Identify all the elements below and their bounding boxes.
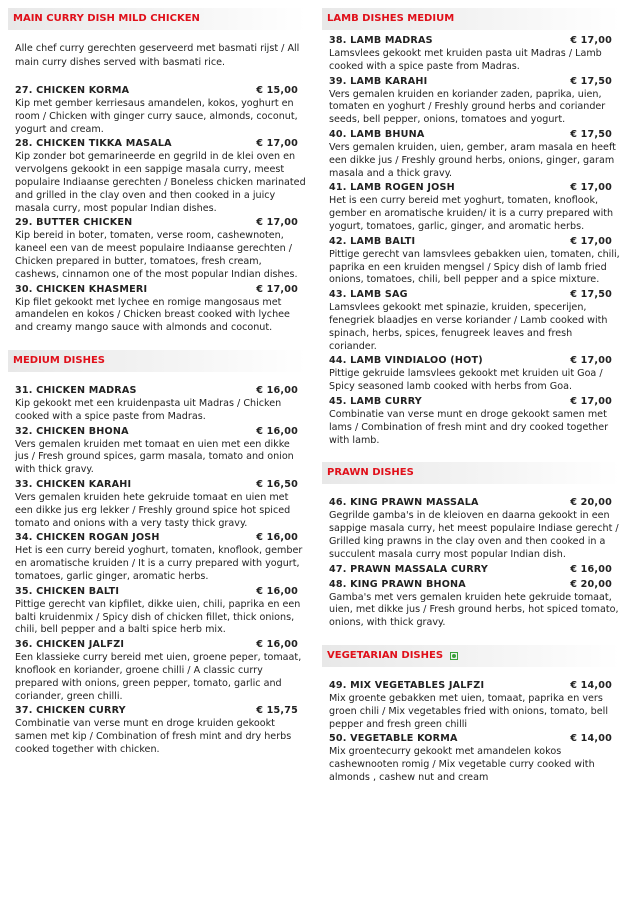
dish-name: 39. LAMB KARAHI <box>329 75 428 87</box>
menu-item <box>329 578 620 630</box>
dish-description: Pittige gekruide lamsvlees gekookt met kruiden uit Goa / Spicy seasoned lamb cooked with herbs from Goa. <box>329 368 603 393</box>
section-header-lamb: LAMB DISHES MEDIUM <box>322 8 620 30</box>
menu-item-header <box>15 478 306 492</box>
right-column <box>322 8 620 786</box>
dish-price: € 17,00 <box>256 138 298 150</box>
menu-item <box>329 395 620 447</box>
dish-price: € 16,00 <box>256 532 298 544</box>
menu-item <box>329 679 620 731</box>
dish-price: € 17,50 <box>570 75 612 87</box>
menu-item-header <box>15 137 306 151</box>
dish-description: Lamsvlees gekookt met kruiden pasta uit Madras / Lamb cooked with a spice paste from Madras. <box>329 48 602 72</box>
dish-price: € 16,00 <box>570 563 612 575</box>
menu-item-header <box>15 704 306 718</box>
menu-item <box>329 354 620 394</box>
menu-item <box>329 181 620 233</box>
menu-item-header <box>15 638 306 652</box>
dish-price: € 17,00 <box>256 217 298 229</box>
dish-name: 42. LAMB BALTI <box>329 235 416 247</box>
menu-item <box>329 235 620 287</box>
menu-item-header <box>15 425 306 439</box>
dish-description: Combinatie van verse munt en droge gekookt samen met lams / Combination of fresh mint and dry cooked together with lamb. <box>329 408 609 446</box>
dish-name: 49. MIX VEGETABLES JALFZI <box>329 679 485 691</box>
dish-description: Vers gemalen kruiden hete gekruide tomaat en uien met een dikke jus erg lekker / Freshly ground spice hot spiced tomato and onions with a very tasty thick gravy. <box>15 491 291 529</box>
dish-name: 38. LAMB MADRAS <box>329 35 433 46</box>
dish-name: 33. CHICKEN KARAHI <box>15 478 132 490</box>
menu-item-header <box>329 354 620 368</box>
dish-price: € 17,00 <box>570 395 612 407</box>
dish-description: Mix groentecurry gekookt met amandelen kokos cashewnooten romig / Mix vegetable curry cooked with almonds , cashew nut and cream <box>329 746 595 783</box>
dish-description: Kip bereid in boter, tomaten, verse room, cashewnoten, kaneel een van de meest populaire Indiaanse gerechten / Chicken prepared in butter, tomatoes, fresh cream, cashews, cinnamon one of the most popular Indian dishes. <box>15 230 298 280</box>
section-header-mild-chicken: MAIN CURRY DISH MILD CHICKEN <box>8 8 306 30</box>
dish-name: 30. CHICKEN KHASMERI <box>15 283 148 295</box>
menu-item <box>15 216 306 281</box>
dish-name: 47. PRAWN MASSALA CURRY <box>329 563 488 575</box>
menu-list-mild <box>8 84 306 335</box>
dish-name: 48. KING PRAWN BHONA <box>329 578 466 590</box>
menu-item-header <box>329 496 620 510</box>
dish-name: 29. BUTTER CHICKEN <box>15 217 133 229</box>
dish-price: € 17,00 <box>570 235 612 247</box>
dish-name: 27. CHICKEN KORMA <box>15 85 130 96</box>
menu-item-header <box>15 384 306 398</box>
menu-item-header <box>329 75 620 89</box>
dish-description: Mix groente gebakken met uien, tomaat, paprika en vers groen chili / Mix vegetables fried with onions, tomato, bell pepper and fresh green chilli <box>329 692 609 730</box>
dish-description: Pittige gerecht van lamsvlees gebakken uien, tomaten, chili, paprika en een kruiden mengsel / Spicy dish of lamb fried onions, tomatoes, chili, bell pepper and a spice mixture. <box>329 248 620 286</box>
menu-item <box>15 638 306 703</box>
dish-name: 28. CHICKEN TIKKA MASALA <box>15 138 172 150</box>
dish-price: € 15,75 <box>256 705 298 717</box>
menu-item-header <box>329 288 620 302</box>
menu-item-header <box>15 283 306 297</box>
menu-list-lamb <box>322 34 620 447</box>
dish-price: € 16,00 <box>256 384 298 396</box>
menu-item-header <box>329 181 620 195</box>
menu-item-header <box>15 531 306 545</box>
dish-description: Het is een curry bereid yoghurt, tomaten, knoflook, gember en aromatische kruiden / It is a curry prepared with yogurt, tomatoes, garlic ginger, aromatic herbs. <box>15 545 303 582</box>
dish-price: € 14,00 <box>570 733 612 745</box>
menu-item-header <box>329 578 620 592</box>
dish-price: € 15,00 <box>256 85 298 96</box>
dish-price: € 17,50 <box>570 289 612 301</box>
dish-price: € 16,50 <box>256 478 298 490</box>
vegetarian-icon <box>450 652 458 660</box>
menu-item <box>15 137 306 215</box>
dish-name: 37. CHICKEN CURRY <box>15 705 126 717</box>
dish-name: 32. CHICKEN BHONA <box>15 425 129 437</box>
menu-item-header <box>329 563 620 577</box>
menu-item <box>329 496 620 561</box>
dish-price: € 17,00 <box>256 283 298 295</box>
dish-price: € 20,00 <box>570 578 612 590</box>
menu-item <box>15 704 306 756</box>
menu-list-medium <box>8 384 306 757</box>
menu-item <box>329 75 620 127</box>
menu-item <box>329 732 620 784</box>
dish-name: 43. LAMB SAG <box>329 289 408 301</box>
dish-name: 36. CHICKEN JALFZI <box>15 639 125 651</box>
menu-item <box>329 34 620 74</box>
dish-price: € 16,00 <box>256 585 298 597</box>
menu-item-header <box>329 34 620 48</box>
dish-price: € 17,50 <box>570 128 612 140</box>
menu-item <box>15 531 306 583</box>
section-intro: Alle chef curry gerechten geserveerd met basmati rijst / All main curry dishes served with basmati rice. <box>15 43 300 68</box>
dish-name: 44. LAMB VINDIALOO (HOT) <box>329 355 483 367</box>
menu-item <box>15 84 306 136</box>
menu-item <box>15 478 306 530</box>
menu-item <box>15 585 306 637</box>
menu-item-header <box>15 585 306 599</box>
dish-description: Gegrilde gamba's in de kleioven en daarna gekookt in een sappige masala curry, het meest populaire Indiase gerecht / Grilled king prawns in the clay oven and then cooked in a succulent masala curry most popular Indian dish. <box>329 510 619 560</box>
menu-item-header <box>329 235 620 249</box>
menu-list-vegetarian <box>322 679 620 785</box>
dish-description: Pittige gerecht van kipfilet, dikke uien, chili, paprika en een balti kruidenmix / Spicy dish of chicken fillet, thick onions, chili, bell pepper and a balti spice herb mix. <box>15 598 301 636</box>
menu-item <box>15 425 306 477</box>
dish-price: € 17,00 <box>570 355 612 367</box>
dish-description: Lamsvlees gekookt met spinazie, kruiden, specerijen, fenegriek blaadjes en verse koriander / Lamb cooked with spinach, herbs, spices, fenugreek leaves and fresh coriander. <box>329 302 608 352</box>
menu-item <box>15 384 306 424</box>
dish-description: Kip gekookt met een kruidenpasta uit Madras / Chicken cooked with a spice paste from Madras. <box>15 397 282 422</box>
dish-price: € 16,00 <box>256 425 298 437</box>
dish-name: 46. KING PRAWN MASSALA <box>329 497 479 509</box>
dish-description: Vers gemalen kruiden en koriander zaden, paprika, uien, tomaten en yoghurt / Freshly ground herbs and coriander seeds, bell pepper, onions, tomatoes and yogurt. <box>329 88 606 126</box>
menu-list-prawn <box>322 496 620 630</box>
menu-item-header <box>329 128 620 142</box>
dish-description: Vers gemalen kruiden met tomaat en uien met een dikke jus / Fresh ground spices, garm masala, tomato and onion with thick gravy. <box>15 438 294 476</box>
dish-description: Vers gemalen kruiden, uien, gember, aram masala en heeft een dikke jus / Freshly ground herbs, onions, ginger, garam masala and a thick gravy. <box>329 141 616 179</box>
dish-price: € 20,00 <box>570 497 612 509</box>
dish-name: 50. VEGETABLE KORMA <box>329 733 458 745</box>
menu-item-header <box>15 84 306 98</box>
menu-item-header <box>329 732 620 746</box>
dish-description: Kip zonder bot gemarineerde en gegrild in de klei oven en vervolgens gekookt in een sappige masala curry, meest populaire Indiaanse gerechten / Boneless chicken marinated and grilled in the clay oven and then cooked in a juicy masala curry, most popular Indian dishes. <box>15 151 306 214</box>
dish-description: Combinatie van verse munt en droge kruiden gekookt samen met kip / Combination of fresh mint and dry herbs cooked together with chicken. <box>15 718 292 755</box>
left-column <box>8 8 306 758</box>
dish-price: € 14,00 <box>570 679 612 691</box>
dish-description: Kip met gember kerriesaus amandelen, kokos, yoghurt en room / Chicken with ginger curry sauce, almonds, coconut, yogurt and cream. <box>15 98 298 135</box>
menu-item <box>329 128 620 180</box>
dish-name: 34. CHICKEN ROGAN JOSH <box>15 532 160 544</box>
menu-item-header <box>329 395 620 409</box>
dish-price: € 17,00 <box>570 35 612 46</box>
dish-description: Een klassieke curry bereid met uien, groene peper, tomaat, knoflook en koriander, groene chilli / A classic curry prepared with onions, green pepper, tomato, garlic and coriander, green chilli. <box>15 652 302 702</box>
dish-name: 41. LAMB ROGEN JOSH <box>329 182 455 194</box>
section-header-medium: MEDIUM DISHES <box>8 350 306 372</box>
menu-item <box>329 288 620 353</box>
dish-name: 31. CHICKEN MADRAS <box>15 384 137 396</box>
dish-name: 35. CHICKEN BALTI <box>15 585 120 597</box>
dish-description: Gamba's met vers gemalen kruiden hete gekruide tomaat, uien, met dikke jus / Fresh ground herbs, hot spiced tomato, onions, with thick gravy. <box>329 591 619 629</box>
menu-item-header <box>15 216 306 230</box>
dish-price: € 16,00 <box>256 639 298 651</box>
dish-name: 45. LAMB CURRY <box>329 395 422 407</box>
menu-item <box>329 563 620 577</box>
section-title-vegetarian: VEGETARIAN DISHES <box>327 649 444 661</box>
menu-item-header <box>329 679 620 693</box>
dish-name: 40. LAMB BHUNA <box>329 128 425 140</box>
menu-item <box>15 283 306 335</box>
section-header-prawn: PRAWN DISHES <box>322 462 620 484</box>
dish-price: € 17,00 <box>570 182 612 194</box>
dish-description: Het is een curry bereid met yoghurt, tomaten, knoflook, gember en aromatische kruiden/ it is a curry prepared with yogurt, tomatoes, garlic, ginger, and aromatic herbs. <box>329 195 614 232</box>
section-header-vegetarian <box>322 645 620 667</box>
dish-description: Kip filet gekookt met lychee en romige mangosaus met amandelen en kokos / Chicken breast cooked with lychee and creamy mango sauce with almonds and coconut. <box>15 296 290 334</box>
